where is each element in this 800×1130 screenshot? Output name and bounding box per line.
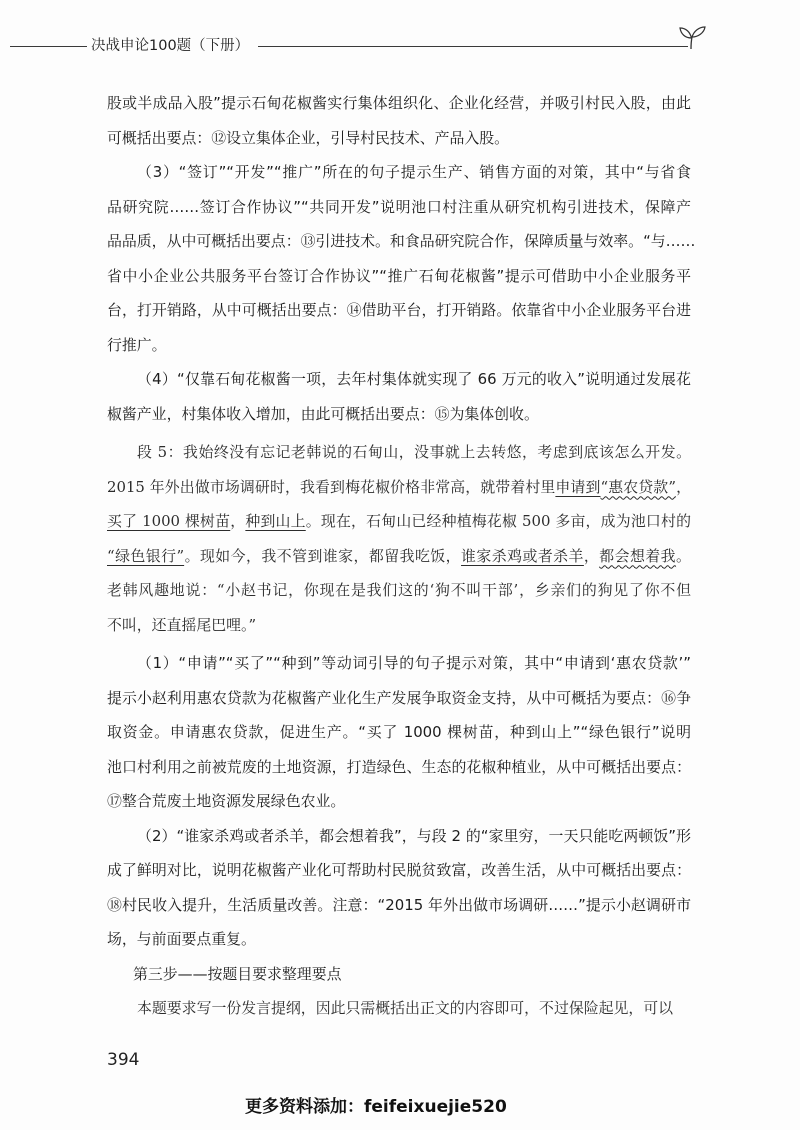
footer-note: 更多资料添加：feifeixuejie520 xyxy=(245,1097,507,1117)
underlined-phrase: 谁家杀鸡或者杀羊 xyxy=(461,546,584,565)
text-line xyxy=(107,470,691,505)
text-segment: 段 5：我始终没有忘记老韩说的石甸山，没事就上去转悠，考虑到底该怎么开发。 xyxy=(137,443,691,461)
section-heading xyxy=(107,957,691,992)
text-line: （1）“申请”“买了”“种到”等动词引导的句子提示对策，其中“申请到‘惠农贷款’” xyxy=(137,654,691,672)
paragraph-analysis-1 xyxy=(107,646,691,819)
text-segment: 不叫，还直摇尾巴哩。” xyxy=(107,615,257,634)
text-segment: 。现如今，我不管到谁家，都留我吃饭， xyxy=(184,546,462,565)
text-line: 本题要求写一份发言提纲，因此只需概括出正文的内容即可，不过保险起见，可以 xyxy=(137,999,674,1017)
text-line: 提示小赵利用惠农贷款为花椒酱产业化生产发展争取资金支持，从中可概括为要点：⑯争 xyxy=(107,688,691,707)
text-line: 可概括出要点：⑫设立集体企业，引导村民技术、产品入股。 xyxy=(107,128,510,147)
text-line xyxy=(107,504,691,539)
text-line: （4）“仅靠石甸花椒酱一项，去年村集体就实现了 66 万元的收入”说明通过发展花 xyxy=(137,370,691,388)
page-number: 394 xyxy=(107,1050,140,1070)
text-line: 品品质，从中可概括出要点：⑬引进技术。和食品研究院合作，保障质量与效率。“与…… xyxy=(107,232,696,250)
text-segment: ， xyxy=(230,512,246,530)
underlined-phrase: 申请到 xyxy=(555,477,601,496)
header-rule-left xyxy=(10,46,87,47)
text-segment: 老韩风趣地说：“小赵书记，你现在是我们这的‘狗不叫干部’，乡亲们的狗见了你不但 xyxy=(107,581,691,599)
underlined-phrase: 种到山上 xyxy=(245,512,306,530)
wavy-underlined-phrase: “惠农贷款” xyxy=(600,477,676,496)
text-segment: ， xyxy=(675,477,691,496)
text-line: 取资金。申请惠农贷款，促进生产。“买了 1000 棵树苗，种到山上”“绿色银行”说明 xyxy=(107,723,691,741)
text-line: （3）“签订”“开发”“推广”所在的句子提示生产、销售方面的对策，其中“与省食 xyxy=(137,163,691,181)
text-segment: 。现在，石甸山已经种植梅花椒 500 多亩，成为池口村的 xyxy=(305,512,691,530)
text-segment: ， xyxy=(583,546,600,565)
text-line: ⑱村民收入提升，生活质量改善。注意：“2015 年外出做市场调研……”提示小赵调研市 xyxy=(107,895,691,914)
paragraph-analysis-3 xyxy=(107,155,696,362)
header-rule-right xyxy=(258,46,688,47)
sprout-icon xyxy=(677,24,707,50)
text-line: 行推广。 xyxy=(107,335,167,354)
source-excerpt-paragraph-5 xyxy=(107,435,691,642)
paragraph-analysis-4 xyxy=(107,362,691,431)
text-line: 台，打开销路，从中可概括出要点：⑭借助平台，打开销路。依靠省中小企业服务平台进 xyxy=(107,301,691,319)
text-line: 成了鲜明对比，说明花椒酱产业化可帮助村民脱贫致富，改善生活，从中可概括出要点： xyxy=(107,861,691,879)
text-line: （2）“谁家杀鸡或者杀羊，都会想着我”，与段 2 的“家里穷，一天只能吃两顿饭”形 xyxy=(137,826,691,845)
text-line: 池口村利用之前被荒废的土地资源，打造绿色、生态的花椒种植业，从中可概括出要点： xyxy=(107,757,691,776)
paragraph-analysis-2 xyxy=(107,819,691,957)
header-title: 决战申论100题（下册） xyxy=(91,38,250,54)
text-segment: 。 xyxy=(676,546,691,565)
text-line: 省中小企业公共服务平台签订合作协议”“推广石甸花椒酱”提示可借助中小企业服务平 xyxy=(107,266,691,285)
body-text xyxy=(107,86,696,1026)
text-line xyxy=(107,435,691,470)
text-line xyxy=(107,539,691,574)
text-line xyxy=(107,608,691,643)
text-line xyxy=(107,573,691,608)
wavy-underlined-phrase: 都会想着我 xyxy=(599,546,677,565)
text-line: 场，与前面要点重复。 xyxy=(107,930,256,948)
text-line: ⑰整合荒废土地资源发展绿色农业。 xyxy=(107,792,346,810)
text-segment: 2015 年外出做市场调研时，我看到梅花椒价格非常高，就带着村里 xyxy=(107,477,556,496)
underlined-phrase: “绿色银行” xyxy=(107,546,185,565)
text-line: 品研究院……签订合作协议”“共同开发”说明池口村注重从研究机构引进技术，保障产 xyxy=(107,197,691,216)
paragraph-continuation xyxy=(107,86,691,155)
text-line: 股或半成品入股”提示石甸花椒酱实行集体组织化、企业化经营，并吸引村民入股，由此 xyxy=(107,94,691,112)
paragraph-step-three xyxy=(107,991,691,1026)
text-line: 椒酱产业，村集体收入增加，由此可概括出要点：⑮为集体创收。 xyxy=(107,404,539,423)
step-three-heading: 第三步——按题目要求整理要点 xyxy=(133,964,342,983)
underlined-phrase: 买了 1000 棵树苗 xyxy=(107,512,231,530)
